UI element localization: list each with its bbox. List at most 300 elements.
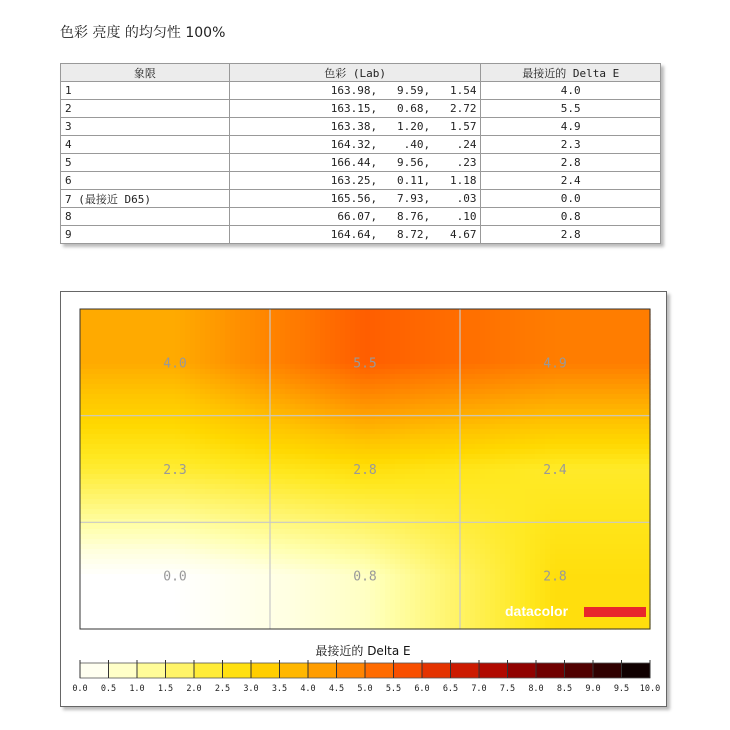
heat-cell bbox=[615, 494, 621, 500]
heat-cell bbox=[250, 364, 256, 370]
heat-cell bbox=[270, 359, 276, 365]
heat-cell bbox=[355, 484, 361, 490]
heat-cell bbox=[465, 359, 471, 365]
heat-cell bbox=[360, 499, 366, 505]
heat-cell bbox=[240, 429, 246, 435]
heat-cell bbox=[355, 424, 361, 430]
heat-cell bbox=[585, 339, 591, 345]
heat-cell bbox=[115, 509, 121, 515]
heat-cell bbox=[420, 394, 426, 400]
heat-cell bbox=[595, 439, 601, 445]
heat-cell bbox=[410, 374, 416, 380]
heat-cell bbox=[80, 524, 86, 530]
heat-cell bbox=[185, 494, 191, 500]
heat-cell bbox=[85, 344, 91, 350]
heat-cell bbox=[410, 334, 416, 340]
heat-cell bbox=[505, 329, 511, 335]
heat-cell bbox=[575, 379, 581, 385]
heat-cell bbox=[560, 319, 566, 325]
heat-cell bbox=[165, 319, 171, 325]
heat-cell bbox=[305, 369, 311, 375]
heat-cell bbox=[195, 454, 201, 460]
heat-cell bbox=[285, 314, 291, 320]
heat-cell bbox=[110, 469, 116, 475]
heat-cell bbox=[335, 459, 341, 465]
heat-cell bbox=[90, 454, 96, 460]
heat-cell bbox=[365, 499, 371, 505]
heat-cell bbox=[140, 444, 146, 450]
heat-cell bbox=[205, 309, 211, 315]
heat-cell bbox=[190, 394, 196, 400]
heat-cell bbox=[235, 354, 241, 360]
heat-cell bbox=[410, 349, 416, 355]
heat-cell bbox=[145, 444, 151, 450]
heat-cell bbox=[385, 389, 391, 395]
heat-cell bbox=[345, 499, 351, 505]
heat-cell bbox=[250, 374, 256, 380]
heat-cell bbox=[155, 449, 161, 455]
lab-table bbox=[60, 63, 661, 244]
heat-cell bbox=[535, 434, 541, 440]
heat-cell bbox=[425, 439, 431, 445]
heat-cell bbox=[575, 439, 581, 445]
heat-cell bbox=[460, 444, 466, 450]
heat-cell bbox=[600, 469, 606, 475]
heat-cell bbox=[345, 424, 351, 430]
heat-cell bbox=[370, 339, 376, 345]
heat-cell bbox=[205, 524, 211, 530]
heat-cell bbox=[155, 454, 161, 460]
heat-cell bbox=[605, 379, 611, 385]
heat-cell bbox=[535, 374, 541, 380]
heat-cell bbox=[255, 364, 261, 370]
heat-cell bbox=[275, 414, 281, 420]
heat-cell bbox=[420, 469, 426, 475]
heat-cell bbox=[250, 349, 256, 355]
heat-cell bbox=[245, 409, 251, 415]
heat-cell bbox=[305, 499, 311, 505]
heat-cell bbox=[640, 394, 646, 400]
heat-cell bbox=[530, 474, 536, 480]
heat-cell bbox=[285, 489, 291, 495]
heat-cell bbox=[125, 469, 131, 475]
heat-cell bbox=[165, 479, 171, 485]
heat-cell bbox=[545, 494, 551, 500]
heat-cell bbox=[315, 334, 321, 340]
heat-cell bbox=[605, 479, 611, 485]
heat-cell bbox=[255, 314, 261, 320]
heat-cell bbox=[255, 499, 261, 505]
heat-cell bbox=[600, 334, 606, 340]
heat-cell bbox=[285, 309, 291, 315]
heat-cell bbox=[135, 474, 141, 480]
heat-cell bbox=[330, 409, 336, 415]
heat-cell bbox=[640, 334, 646, 340]
heat-cell bbox=[475, 469, 481, 475]
heat-cell bbox=[80, 464, 86, 470]
heat-cell bbox=[585, 499, 591, 505]
heat-cell bbox=[440, 484, 446, 490]
heat-cell bbox=[145, 319, 151, 325]
heat-cell bbox=[100, 454, 106, 460]
heat-cell bbox=[505, 449, 511, 455]
heat-cell bbox=[565, 479, 571, 485]
heat-cell bbox=[580, 469, 586, 475]
heat-cell bbox=[285, 379, 291, 385]
heat-cell bbox=[330, 374, 336, 380]
heat-cell bbox=[625, 494, 631, 500]
heat-cell bbox=[420, 439, 426, 445]
heat-cell bbox=[130, 419, 136, 425]
heat-cell bbox=[235, 409, 241, 415]
heat-cell bbox=[485, 509, 491, 515]
heat-cell bbox=[135, 514, 141, 520]
heat-cell bbox=[475, 324, 481, 330]
heat-cell bbox=[135, 414, 141, 420]
heat-cell bbox=[215, 484, 221, 490]
heat-cell bbox=[560, 404, 566, 410]
heat-cell bbox=[525, 314, 531, 320]
heat-cell bbox=[490, 454, 496, 460]
heat-cell bbox=[220, 364, 226, 370]
heat-cell bbox=[220, 494, 226, 500]
heat-cell bbox=[450, 349, 456, 355]
heat-cell bbox=[185, 444, 191, 450]
heat-cell bbox=[280, 389, 286, 395]
cell-quadrant: 4 bbox=[61, 136, 230, 154]
heat-cell bbox=[535, 309, 541, 315]
heat-cell bbox=[485, 494, 491, 500]
heat-cell bbox=[385, 504, 391, 510]
heat-cell bbox=[105, 434, 111, 440]
heat-cell bbox=[565, 484, 571, 490]
heat-cell bbox=[320, 384, 326, 390]
heat-cell bbox=[215, 424, 221, 430]
heat-cell bbox=[585, 504, 591, 510]
heat-cell bbox=[600, 464, 606, 470]
heat-cell bbox=[450, 404, 456, 410]
heat-cell bbox=[330, 439, 336, 445]
heat-cell bbox=[480, 374, 486, 380]
heat-cell bbox=[355, 434, 361, 440]
heat-cell bbox=[85, 319, 91, 325]
heat-cell bbox=[365, 344, 371, 350]
heat-cell bbox=[510, 509, 516, 515]
heat-cell bbox=[345, 389, 351, 395]
heat-cell bbox=[435, 509, 441, 515]
heat-cell bbox=[125, 409, 131, 415]
heat-cell bbox=[210, 364, 216, 370]
heat-cell bbox=[365, 374, 371, 380]
heat-cell bbox=[590, 329, 596, 335]
heat-cell bbox=[140, 494, 146, 500]
header-quadrant: 象限 bbox=[61, 64, 230, 82]
heat-cell bbox=[480, 504, 486, 510]
heat-cell bbox=[110, 374, 116, 380]
heat-cell bbox=[155, 379, 161, 385]
heat-cell bbox=[450, 399, 456, 405]
heat-cell bbox=[145, 524, 151, 530]
heat-cell bbox=[620, 484, 626, 490]
heat-cell bbox=[175, 404, 181, 410]
heat-cell bbox=[595, 489, 601, 495]
heat-cell bbox=[140, 344, 146, 350]
heat-cell bbox=[385, 369, 391, 375]
heat-cell bbox=[350, 409, 356, 415]
heat-cell bbox=[235, 374, 241, 380]
heat-cell bbox=[110, 484, 116, 490]
heat-cell bbox=[470, 374, 476, 380]
heat-cell bbox=[635, 394, 641, 400]
heat-cell bbox=[345, 434, 351, 440]
heat-cell bbox=[545, 504, 551, 510]
heat-cell bbox=[125, 349, 131, 355]
heat-cell bbox=[330, 454, 336, 460]
heat-cell bbox=[160, 504, 166, 510]
heat-cell bbox=[140, 509, 146, 515]
heat-cell bbox=[135, 374, 141, 380]
heat-cell bbox=[225, 384, 231, 390]
heat-cell bbox=[450, 474, 456, 480]
heat-cell bbox=[580, 309, 586, 315]
heat-cell bbox=[510, 494, 516, 500]
heat-cell bbox=[505, 339, 511, 345]
heat-cell bbox=[200, 309, 206, 315]
heat-cell bbox=[170, 454, 176, 460]
heat-cell bbox=[330, 459, 336, 465]
heat-cell bbox=[400, 499, 406, 505]
heat-cell bbox=[215, 504, 221, 510]
heat-cell bbox=[85, 374, 91, 380]
heat-cell bbox=[270, 354, 276, 360]
heat-cell bbox=[195, 449, 201, 455]
heat-cell bbox=[535, 484, 541, 490]
heat-cell bbox=[385, 349, 391, 355]
heat-cell bbox=[610, 439, 616, 445]
heat-cell bbox=[225, 464, 231, 470]
heat-cell bbox=[375, 314, 381, 320]
heat-cell bbox=[555, 379, 561, 385]
heat-cell bbox=[575, 314, 581, 320]
heat-cell bbox=[630, 364, 636, 370]
heat-cell bbox=[85, 444, 91, 450]
heat-cell bbox=[605, 344, 611, 350]
heat-cell bbox=[560, 409, 566, 415]
heat-cell bbox=[555, 499, 561, 505]
heat-cell bbox=[255, 509, 261, 515]
heat-cell bbox=[270, 439, 276, 445]
heat-cell bbox=[350, 404, 356, 410]
heat-cell bbox=[250, 474, 256, 480]
heat-cell bbox=[510, 479, 516, 485]
heat-cell bbox=[520, 359, 526, 365]
heat-cell bbox=[540, 444, 546, 450]
heat-cell bbox=[620, 449, 626, 455]
heat-cell bbox=[295, 384, 301, 390]
heat-cell bbox=[170, 514, 176, 520]
heat-cell bbox=[325, 499, 331, 505]
heat-cell bbox=[305, 444, 311, 450]
heat-cell bbox=[120, 394, 126, 400]
heat-cell bbox=[470, 439, 476, 445]
heat-cell bbox=[300, 314, 306, 320]
heat-cell bbox=[555, 509, 561, 515]
heat-cell bbox=[210, 514, 216, 520]
heat-cell bbox=[485, 314, 491, 320]
heat-cell bbox=[110, 449, 116, 455]
heat-cell bbox=[275, 379, 281, 385]
heat-cell bbox=[215, 399, 221, 405]
heat-cell bbox=[485, 349, 491, 355]
heat-cell bbox=[385, 329, 391, 335]
heat-cell bbox=[160, 434, 166, 440]
heat-cell bbox=[475, 404, 481, 410]
heat-cell bbox=[570, 399, 576, 405]
heat-cell bbox=[250, 489, 256, 495]
heat-cell bbox=[240, 354, 246, 360]
heat-cell bbox=[170, 489, 176, 495]
heat-cell bbox=[630, 324, 636, 330]
heat-cell bbox=[320, 494, 326, 500]
heat-cell bbox=[565, 494, 571, 500]
heat-cell bbox=[270, 329, 276, 335]
heat-cell bbox=[170, 329, 176, 335]
heat-cell bbox=[635, 444, 641, 450]
heat-cell bbox=[255, 464, 261, 470]
heat-cell bbox=[100, 374, 106, 380]
heat-cell bbox=[340, 389, 346, 395]
heat-cell bbox=[190, 454, 196, 460]
heat-cell bbox=[150, 464, 156, 470]
heat-cell bbox=[220, 419, 226, 425]
heat-cell bbox=[365, 489, 371, 495]
heat-cell bbox=[255, 309, 261, 315]
heat-cell bbox=[155, 369, 161, 375]
heat-cell bbox=[475, 429, 481, 435]
heat-cell bbox=[475, 494, 481, 500]
heat-cell bbox=[630, 379, 636, 385]
heat-cell bbox=[595, 374, 601, 380]
heat-cell bbox=[390, 414, 396, 420]
heat-cell bbox=[190, 399, 196, 405]
heat-cell bbox=[570, 509, 576, 515]
heat-cell bbox=[425, 394, 431, 400]
heat-cell bbox=[420, 449, 426, 455]
heat-cell bbox=[250, 464, 256, 470]
heat-cell bbox=[170, 414, 176, 420]
heat-cell bbox=[155, 364, 161, 370]
heat-cell bbox=[465, 339, 471, 345]
heat-cell bbox=[250, 494, 256, 500]
heat-cell bbox=[310, 364, 316, 370]
heat-cell bbox=[435, 454, 441, 460]
heat-cell bbox=[540, 324, 546, 330]
heat-cell bbox=[490, 399, 496, 405]
heat-cell bbox=[340, 404, 346, 410]
heat-cell bbox=[270, 339, 276, 345]
heat-cell bbox=[250, 399, 256, 405]
heat-cell bbox=[510, 389, 516, 395]
heat-cell bbox=[350, 309, 356, 315]
heat-cell bbox=[245, 484, 251, 490]
heat-cell bbox=[530, 464, 536, 470]
heat-cell bbox=[210, 414, 216, 420]
heat-cell bbox=[410, 489, 416, 495]
heat-cell bbox=[515, 399, 521, 405]
heat-cell bbox=[100, 309, 106, 315]
heat-cell bbox=[395, 459, 401, 465]
heat-cell bbox=[520, 439, 526, 445]
heat-cell bbox=[150, 314, 156, 320]
heat-cell bbox=[120, 464, 126, 470]
heat-cell bbox=[410, 324, 416, 330]
heat-cell bbox=[220, 409, 226, 415]
heat-cell bbox=[220, 444, 226, 450]
heat-cell bbox=[500, 414, 506, 420]
heat-cell bbox=[255, 514, 261, 520]
heat-cell bbox=[295, 514, 301, 520]
heat-cell bbox=[170, 394, 176, 400]
heat-cell bbox=[405, 339, 411, 345]
heat-cell bbox=[410, 479, 416, 485]
heat-cell bbox=[345, 344, 351, 350]
heat-cell bbox=[605, 434, 611, 440]
heat-cell bbox=[360, 484, 366, 490]
heat-cell bbox=[270, 464, 276, 470]
heat-cell bbox=[610, 309, 616, 315]
heat-cell bbox=[165, 409, 171, 415]
heat-cell bbox=[295, 339, 301, 345]
heat-cell bbox=[435, 329, 441, 335]
heat-cell bbox=[570, 464, 576, 470]
heat-cell bbox=[405, 404, 411, 410]
heat-cell bbox=[110, 369, 116, 375]
heat-cell bbox=[370, 319, 376, 325]
heat-cell bbox=[330, 449, 336, 455]
heat-cell bbox=[615, 439, 621, 445]
heat-cell bbox=[335, 409, 341, 415]
heat-cell bbox=[150, 354, 156, 360]
heat-cell bbox=[225, 504, 231, 510]
heat-cell bbox=[290, 404, 296, 410]
heat-cell bbox=[225, 394, 231, 400]
heat-cell bbox=[570, 324, 576, 330]
heat-cell bbox=[460, 499, 466, 505]
heat-cell bbox=[575, 444, 581, 450]
heat-cell bbox=[270, 429, 276, 435]
heat-cell bbox=[300, 439, 306, 445]
heat-cell bbox=[305, 379, 311, 385]
heat-cell bbox=[115, 374, 121, 380]
heat-cell bbox=[145, 384, 151, 390]
heat-cell bbox=[130, 514, 136, 520]
heat-cell bbox=[100, 344, 106, 350]
heat-cell bbox=[350, 504, 356, 510]
heat-cell bbox=[80, 484, 86, 490]
heat-cell bbox=[570, 379, 576, 385]
heat-cell bbox=[220, 404, 226, 410]
heat-cell bbox=[340, 339, 346, 345]
heat-cell bbox=[145, 364, 151, 370]
heat-cell bbox=[380, 424, 386, 430]
heat-cell bbox=[400, 409, 406, 415]
heat-cell bbox=[105, 414, 111, 420]
heat-cell bbox=[570, 349, 576, 355]
heat-cell bbox=[195, 424, 201, 430]
heat-cell bbox=[310, 424, 316, 430]
heat-cell bbox=[445, 454, 451, 460]
heat-cell bbox=[390, 424, 396, 430]
